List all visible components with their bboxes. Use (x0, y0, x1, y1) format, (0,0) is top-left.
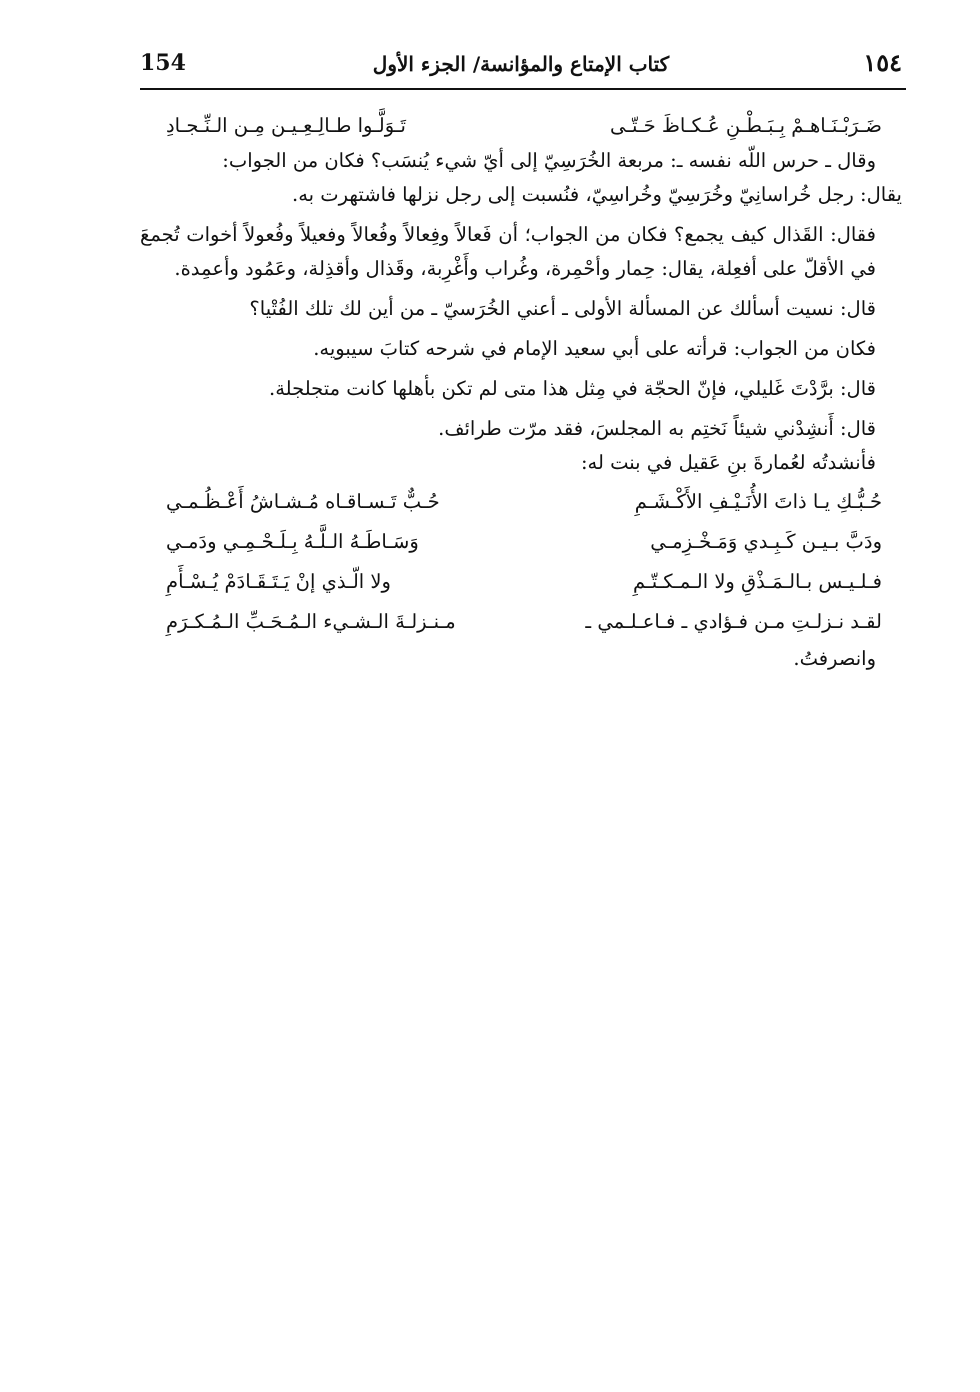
poem (140, 482, 902, 642)
paragraph: فقال: القَذال كيف يجمع؟ فكان من الجواب؛ أن فَعالاً وفِعالاً وفُعالاً وفعيلاً وفُعولاً أخوات تُجمعَ في الأقلّ على أفعِلة، يقال: حِمار وأحْمِرة، وغُراب وأَغْرِبة، وقَذال وأقذِلة، وعَمُود وأعمِدة. (140, 223, 876, 280)
verse-hemistich-right: لقـد نـزلـتِ مـن فـؤادي ـ فـاعـلـمي ـ (585, 610, 882, 633)
paragraph: فأنشدتُه لعُمارةَ بنِ عَقيل في بنت له: (580, 451, 876, 474)
paragraph: وقال ـ حرس اللّه نفسه ـ: مربعة الخُرَسِيّ إلى أيّ شيء يُنسَب؟ فكان من الجواب: (222, 149, 876, 172)
verse-hemistich-left: مـنـزلـةَ الـشـيء الـمُـحَـبِّ الـمُـكـرَمِ (166, 610, 456, 633)
paragraph: قال: نسيت أسألك عن المسألة الأولى ـ أعني الخُرَسيّ ـ من أين لك تلك الفُتْيا؟ (249, 297, 876, 320)
paragraph: يقال: رجل خُراسانِيّ وخُرَسِيّ وخُراسِيّ، فنُسبت إلى رجل نزلها فاشتهرت به. (292, 183, 902, 206)
verse-hemistich-right: ضَـرَبْـنَـاهـمْ بِـبَـطْـنِ عُـكـاظَ حَـتّـى (610, 114, 882, 137)
verse-hemistich-left: حُـبٌّ تَـسـاقـاه مُـشـاشُ أَعْـظُـمـي (166, 490, 440, 513)
page-number-latin: 154 (140, 50, 186, 76)
paragraph: وانصرفتُ. (793, 647, 876, 670)
verse-hemistich-left: ولا الّـذي إنْ يَـتَـقَـادَمْ يُـسْـأَمِ (166, 570, 391, 593)
paragraph: فكان من الجواب: قرأته على أبي سعيد الإمام في شرحه كتابَ سيبويه. (313, 337, 876, 360)
page-header (140, 44, 902, 88)
paragraph: قال: برَّدْتَ غَليلي، فإنّ الحجّة في مِثل هذا متى لم تكن بأهلها كانت متجلجلة. (269, 377, 876, 400)
page-body (140, 108, 902, 676)
verse-hemistich-left: وَسَـاطَـهُ الـلَّـهُ بِـلَـحْـمِـي ودَمـي (166, 530, 419, 553)
poem-verse (140, 482, 902, 522)
verse-hemistich-left: تَـوَلَّـوا طـالِـعِـيـن مِـن الـنِّـجـادِ (166, 114, 406, 137)
verse-hemistich-right: حُـبُّـكِ يـا ذاتَ الأُنَـيْـفِ الأَكْـشَـمِ (634, 490, 882, 513)
verse-hemistich-right: ودَبَّ بـيـن كَـبِـدي وَمَـخْـزِمـي (650, 530, 882, 553)
verse-hemistich-right: فـلـيـس بـالـمَـذْقِ ولا الـمـكـتّـمِ (633, 570, 882, 593)
poem-verse (140, 602, 902, 642)
header-rule (140, 88, 906, 90)
poem-verse (140, 562, 902, 602)
running-title: كتاب الإمتاع والمؤانسة/ الجزء الأول (372, 52, 670, 76)
paragraph: قال: أَنشِدْني شيئاً نَختِم به المجلسَ، فقد مرّت طرائف. (438, 417, 876, 440)
verse-line (140, 108, 902, 144)
poem-verse (140, 522, 902, 562)
page-number-arabic: ١٥٤ (863, 48, 902, 77)
